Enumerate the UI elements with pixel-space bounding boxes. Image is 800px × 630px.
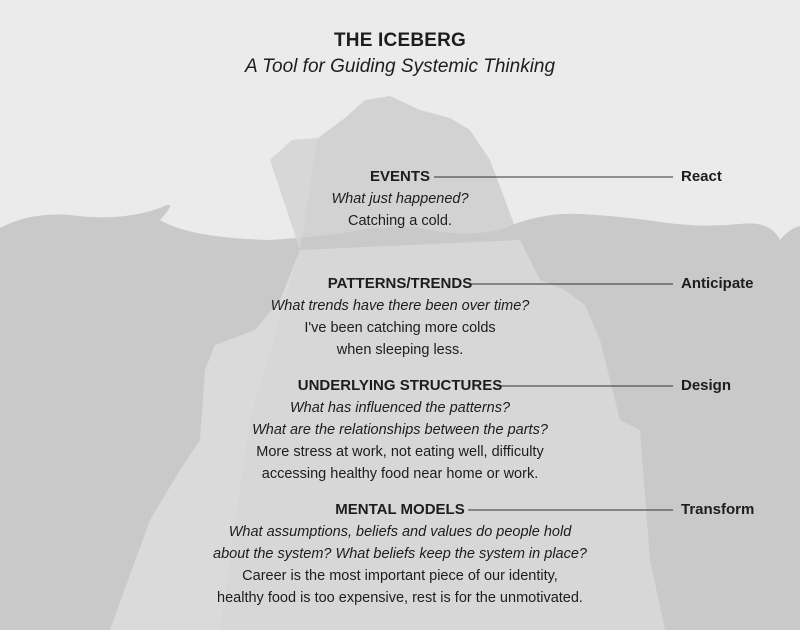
level-patterns	[150, 273, 650, 361]
action-label-structures: Design	[681, 377, 732, 394]
level-question: What just happened?	[331, 191, 469, 207]
level-structures	[150, 375, 650, 485]
level-example: Career is the most important piece of our identity,	[242, 568, 558, 584]
level-heading: MENTAL MODELS	[335, 501, 465, 518]
action-label-events: React	[681, 168, 722, 185]
level-example: I've been catching more colds	[304, 320, 496, 336]
level-example: when sleeping less.	[336, 342, 464, 358]
level-mental-models	[150, 499, 650, 609]
level-heading: EVENTS	[369, 168, 430, 185]
level-example: healthy food is too expensive, rest is for the unmotivated.	[217, 590, 583, 606]
level-question: What has influenced the patterns?	[289, 400, 511, 416]
level-example: More stress at work, not eating well, difficulty	[256, 444, 544, 460]
action-label-mental-models: Transform	[681, 501, 755, 518]
level-example: Catching a cold.	[348, 213, 452, 229]
action-label-patterns: Anticipate	[681, 275, 754, 292]
level-question: What are the relationships between the parts?	[252, 422, 548, 438]
diagram-subtitle: A Tool for Guiding Systemic Thinking	[244, 56, 556, 77]
level-question: What trends have there been over time?	[270, 298, 530, 314]
level-example: accessing healthy food near home or work.	[261, 466, 539, 482]
diagram-title: THE ICEBERG	[333, 30, 467, 51]
level-heading: UNDERLYING STRUCTURES	[297, 377, 503, 394]
level-question: about the system? What beliefs keep the system in place?	[213, 546, 587, 562]
level-heading: PATTERNS/TRENDS	[327, 275, 473, 292]
level-events	[150, 166, 650, 232]
level-question: What assumptions, beliefs and values do people hold	[228, 524, 572, 540]
